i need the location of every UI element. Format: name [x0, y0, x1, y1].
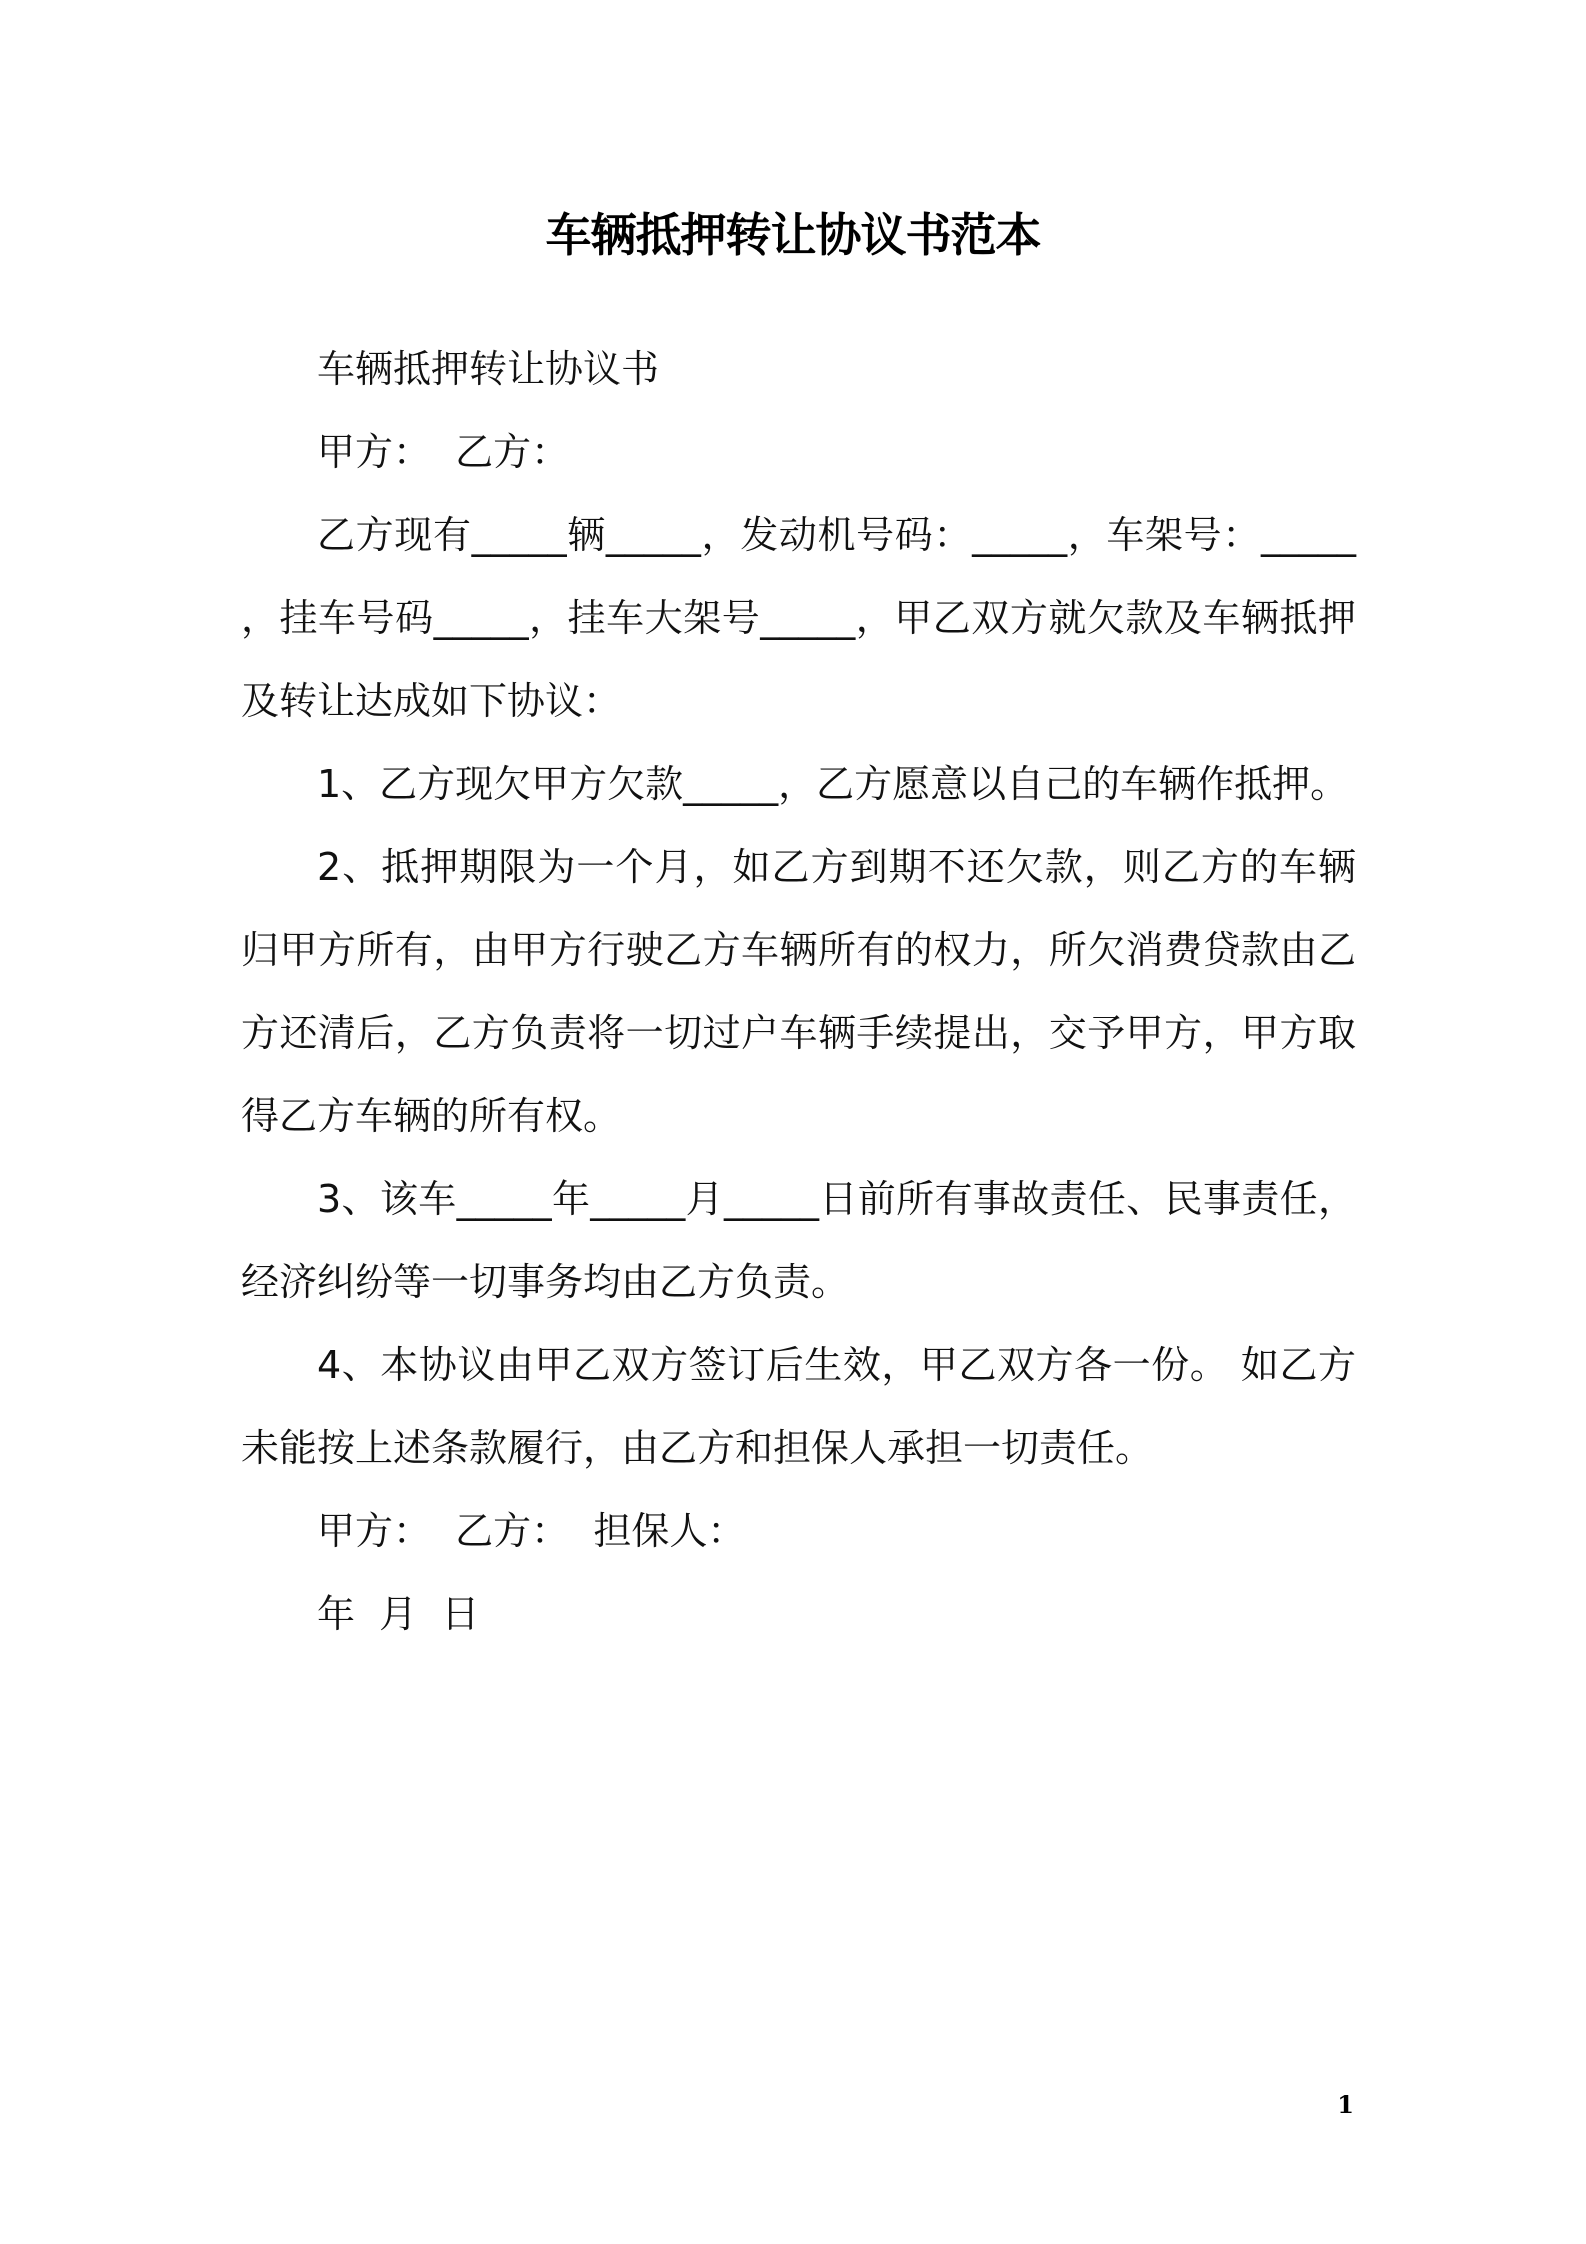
signature-line: 甲方： 乙方： 担保人：: [317, 1509, 746, 1553]
clause-3: 3、该车_____年_____月_____日前所有事故责任、民事责任，经济纠纷等一切事务均由乙方负责。: [241, 1177, 1356, 1304]
document-body: [241, 328, 1369, 1656]
subtitle-paragraph: 车辆抵押转让协议书: [317, 347, 660, 391]
clause-2: 2、抵押期限为一个月，如乙方到期不还欠款，则乙方的车辆归甲方所有，由甲方行驶乙方车辆所有的权力，所欠消费贷款由乙方还清后，乙方负责将一切过户车辆手续提出，交予甲方，甲方取得乙方车辆的所有权。: [241, 845, 1356, 1138]
clause-1: 1、乙方现欠甲方欠款_____，乙方愿意以自己的车辆作抵押。: [317, 762, 1349, 806]
page-number: 1: [1337, 2090, 1354, 2119]
vehicle-info-paragraph: 乙方现有_____辆_____，发动机号码：_____，车架号：_____ ，挂车号码_____，挂车大架号_____，甲乙双方就欠款及车辆抵押及转让达成如下协议：: [241, 513, 1369, 723]
clause-4: 4、本协议由甲乙双方签订后生效，甲乙双方各一份。 如乙方未能按上述条款履行，由乙方和担保人承担一切责任。: [241, 1343, 1356, 1470]
parties-line: 甲方： 乙方：: [317, 430, 570, 474]
date-line: 年 月 日: [317, 1592, 480, 1636]
document-title: 车辆抵押转让协议书范本: [545, 208, 1041, 262]
